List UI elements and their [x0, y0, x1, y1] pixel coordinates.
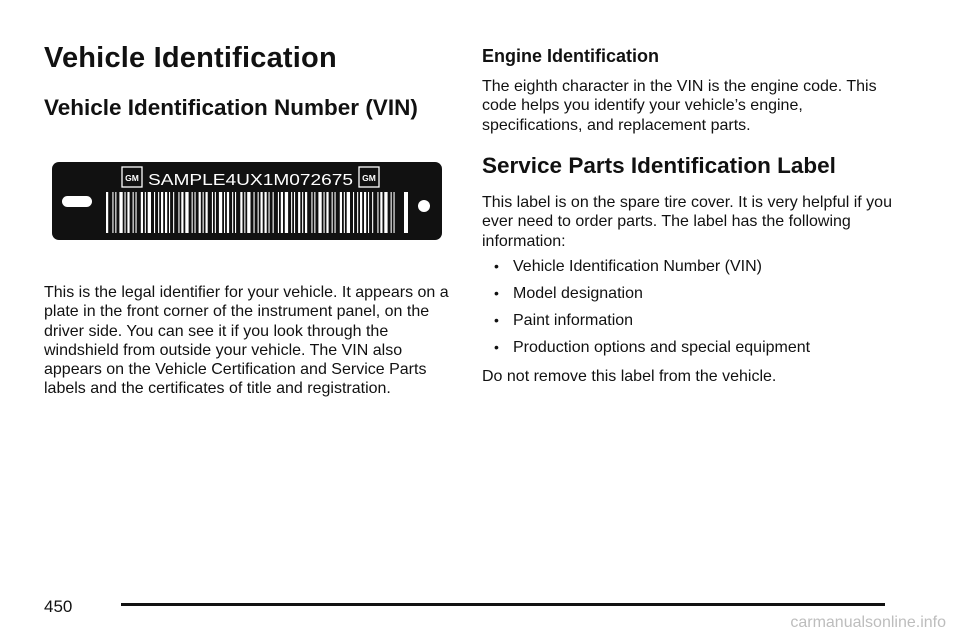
barcode-bar: [169, 192, 170, 233]
barcode-bar: [368, 192, 369, 233]
bullet-glyph: •: [494, 339, 499, 355]
barcode-bar: [294, 192, 295, 233]
barcode-bar: [145, 192, 146, 233]
vin-plate-illustration: [52, 162, 442, 240]
barcode-bar: [318, 192, 321, 233]
barcode-bar: [199, 192, 201, 233]
barcode-bar: [219, 192, 222, 233]
barcode-bar: [314, 192, 315, 233]
spid-info-list: [494, 257, 810, 365]
barcode-bar: [265, 192, 267, 233]
barcode-bar: [141, 192, 143, 233]
barcode-bar: [278, 192, 279, 233]
barcode-bar: [261, 192, 263, 233]
barcode-bar: [347, 192, 350, 233]
barcode-bar: [173, 192, 174, 233]
barcode-bar: [332, 192, 333, 233]
barcode-bar: [240, 192, 242, 233]
barcode-bar: [326, 192, 328, 233]
barcode-bar: [106, 192, 108, 233]
barcode-bar: [291, 192, 292, 233]
barcode-bar: [372, 192, 373, 233]
page-number: 450: [44, 597, 73, 616]
spid-heading: Service Parts Identification Label: [482, 153, 836, 178]
barcode-bar: [285, 192, 288, 233]
list-item-text: Paint information: [513, 312, 634, 329]
barcode-bar: [353, 192, 354, 233]
barcode-bar: [195, 192, 196, 233]
barcode-bar: [360, 192, 362, 233]
list-item-text: Production options and special equipment: [513, 339, 811, 356]
barcode-bar: [133, 192, 134, 233]
barcode-bar: [380, 192, 382, 233]
barcode-bar: [112, 192, 113, 233]
barcode-bar: [340, 192, 342, 233]
engine-heading: Engine Identification: [482, 46, 660, 66]
barcode-end-bar: [404, 192, 408, 233]
barcode-bar: [302, 192, 303, 233]
plate-rivet: [418, 200, 430, 212]
barcode-bar: [305, 192, 307, 233]
barcode-bar: [181, 192, 183, 233]
barcode-bar: [281, 192, 283, 233]
spid-description: This label is on the spare tire cover. It is very helpful if you ever need to order parts. The label has the following information:: [482, 194, 892, 250]
barcode-bar: [244, 192, 245, 233]
barcode-bar: [127, 192, 129, 233]
barcode-bar: [215, 192, 216, 233]
watermark: carmanualsonline.info: [790, 614, 946, 631]
barcode-bar: [335, 192, 336, 233]
list-item: [494, 284, 810, 311]
list-item: [494, 311, 810, 338]
bullet-glyph: •: [494, 285, 499, 301]
list-item-text: Vehicle Identification Number (VIN): [513, 258, 762, 275]
barcode-bar: [235, 192, 236, 233]
barcode-bar: [136, 192, 137, 233]
barcode-bar: [384, 192, 387, 233]
barcode-bar: [206, 192, 208, 233]
barcode-bar: [391, 192, 392, 233]
barcode-bar: [258, 192, 259, 233]
plate-slot: [62, 196, 92, 207]
engine-description: The eighth character in the VIN is the engine code. This code helps you identify your vehicle’s engine, specifications, and replacement parts.: [482, 78, 877, 134]
barcode-bar: [232, 192, 233, 233]
barcode-bar: [324, 192, 325, 233]
barcode-bar: [115, 192, 116, 233]
barcode-bar: [364, 192, 366, 233]
barcode-bar: [311, 192, 312, 233]
barcode-bar: [377, 192, 378, 233]
barcode-bar: [224, 192, 225, 233]
bullet-glyph: •: [494, 312, 499, 328]
vin-heading: Vehicle Identification Number (VIN): [44, 95, 418, 120]
barcode-bar: [357, 192, 358, 233]
barcode-bar: [154, 192, 155, 233]
barcode-bar: [212, 192, 213, 233]
barcode-bar: [185, 192, 188, 233]
list-item: [494, 338, 810, 365]
barcode-bar: [148, 192, 151, 233]
barcode-bar: [165, 192, 167, 233]
barcode-bar: [344, 192, 345, 233]
list-item-text: Model designation: [513, 285, 643, 302]
barcode-bar: [158, 192, 159, 233]
vin-description: This is the legal identifier for your vehicle. It appears on a plate in the front corner of the instrument panel, on the driver side. You can see it if you look through the windshield from outside your vehicle. The VIN also appears on the Vehicle Certification and Service Parts labels and the certificates of title and registration.: [44, 284, 449, 398]
vin-plate-number: SAMPLE4UX1M072675: [148, 172, 353, 189]
list-item: [494, 257, 810, 284]
barcode-bar: [192, 192, 193, 233]
barcode-bar: [227, 192, 229, 233]
barcode-bar: [125, 192, 126, 233]
barcode-bar: [254, 192, 255, 233]
barcode-bar: [273, 192, 274, 233]
spid-closing-note: Do not remove this label from the vehicle.: [482, 368, 777, 385]
barcode-bar: [161, 192, 163, 233]
barcode-bar: [203, 192, 204, 233]
barcode-bar: [178, 192, 179, 233]
barcode-bar: [269, 192, 270, 233]
bullet-glyph: •: [494, 258, 499, 274]
barcode-bar: [119, 192, 122, 233]
page-title: Vehicle Identification: [44, 42, 337, 74]
barcode-bar: [298, 192, 300, 233]
gm-logo-left-text: GM: [125, 173, 139, 183]
gm-logo-right-text: GM: [362, 173, 376, 183]
barcode-bar: [394, 192, 395, 233]
footer-rule: [121, 603, 885, 606]
barcode-bar: [247, 192, 250, 233]
